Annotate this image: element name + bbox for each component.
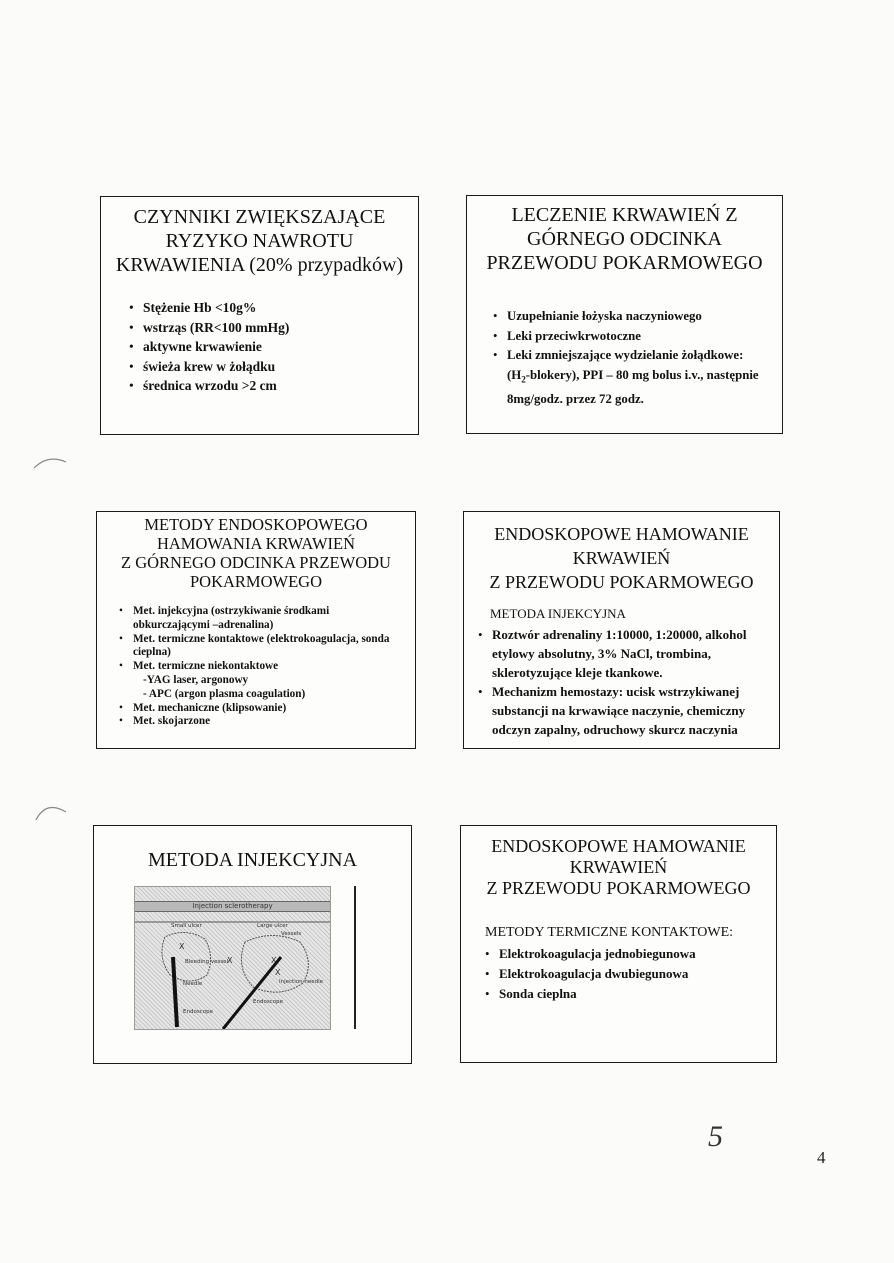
slide-injection-method — [463, 511, 780, 749]
slide-title — [464, 522, 779, 594]
list-item — [491, 346, 766, 409]
figure-label: Bleeding vessel — [185, 959, 229, 965]
list-item: • Stężenie Hb <10g% — [127, 298, 418, 318]
title-line: KRWAWIEŃ — [572, 548, 671, 568]
title-line: METODY ENDOSKOPOWEGO — [144, 515, 368, 534]
slide-risk-factors — [100, 196, 419, 435]
list-item: • wstrząs (RR<100 mmHg) — [127, 318, 418, 338]
margin-mark — [32, 798, 72, 826]
list-item: • Met. termiczne kontaktowe (elektrokoagulacja, sonda cieplna) — [117, 633, 401, 661]
text-run: -blokery), PPI – 80 mg bolus i.v., następnie 8mg/godz. przez 72 godz. — [507, 367, 759, 406]
figure-title: Injection sclerotherapy — [192, 902, 273, 910]
vertical-rule — [354, 886, 356, 1029]
figure-drawing — [135, 887, 330, 1029]
title-line: CZYNNIKI ZWIĘKSZAJĄCE — [133, 206, 386, 228]
title-line: ENDOSKOPOWE HAMOWANIE — [491, 836, 746, 856]
title-line: HAMOWANIA KRWAWIEŃ — [156, 534, 356, 553]
list-item: • Leki przeciwkrwotoczne — [491, 327, 766, 347]
bullet-list — [127, 298, 418, 396]
figure-label: Small ulcer — [171, 923, 202, 929]
figure-label: Large ulcer — [257, 923, 288, 929]
list-item: • aktywne krwawienie — [127, 337, 418, 357]
bullet-list — [483, 944, 762, 1004]
slide-title — [461, 836, 776, 899]
bullet-list — [476, 625, 765, 739]
title-line: RYZYKO NAWROTU — [165, 230, 354, 252]
figure-label: Endoscope — [253, 999, 283, 1005]
svg-text:X: X — [227, 956, 233, 965]
subscript: 2 — [521, 374, 526, 385]
sub-item: -YAG laser, argonowy — [143, 673, 249, 686]
list-item: • Elektrokoagulacja dwubiegunowa — [483, 964, 762, 984]
list-item: • Met. injekcyjna (ostrzykiwanie środkami obkurczającymi –adrenalina) — [117, 605, 401, 633]
title-line: PRZEWODU POKARMOWEGO — [486, 252, 763, 274]
title-line: Z PRZEWODU POKARMOWEGO — [486, 878, 751, 898]
text-run: Leki zmniejszające wydzielanie żołądkowe: (H — [507, 348, 744, 382]
figure-label: Injection needle — [279, 979, 323, 985]
slide-thermal-methods — [460, 825, 777, 1063]
figure-label: Needle — [183, 981, 203, 987]
slide-title — [467, 203, 782, 275]
list-item: • Roztwór adrenaliny 1:10000, 1:20000, alkohol etylowy absolutny, 3% NaCl, trombina, sklerotyzujące kleje tkankowe. — [476, 625, 765, 682]
slide-endoscopic-methods — [96, 511, 416, 749]
figure-label: Vessels — [281, 931, 302, 937]
list-item: • Sonda cieplna — [483, 984, 762, 1004]
svg-text:X: X — [275, 968, 281, 977]
slide-injection-figure — [93, 825, 412, 1064]
section-heading: METODA INJEKCYJNA — [490, 606, 626, 621]
slide-title — [101, 205, 418, 277]
handwritten-mark: 5 — [708, 1120, 723, 1153]
slide-treatment — [466, 195, 783, 434]
slide-title — [97, 515, 415, 591]
figure-label: Endoscope — [183, 1009, 213, 1015]
list-item: • średnica wrzodu >2 cm — [127, 376, 418, 396]
section-heading: METODY TERMICZNE KONTAKTOWE: — [485, 925, 734, 940]
sub-item: - APC (argon plasma coagulation) — [143, 687, 306, 700]
list-item: • Elektrokoagulacja jednobiegunowa — [483, 944, 762, 964]
title-line: ENDOSKOPOWE HAMOWANIE — [494, 524, 749, 544]
title-line: POKARMOWEGO — [190, 572, 322, 591]
title-line: METODA INJEKCYJNA — [147, 849, 358, 871]
list-item: • Met. skojarzone — [117, 715, 401, 729]
list-item: • Met. mechaniczne (klipsowanie) — [117, 702, 401, 716]
page-number: 4 — [817, 1148, 826, 1167]
title-line: KRWAWIEŃ — [569, 857, 668, 877]
bullet-list — [117, 702, 401, 730]
list-item: • Uzupełnianie łożyska naczyniowego — [491, 307, 766, 327]
title-line: LECZENIE KRWAWIEŃ Z — [511, 204, 738, 226]
list-item: • Mechanizm hemostazy: ucisk wstrzykiwanej substancji na krwawiące naczynie, chemiczny odczyn zapalny, odruchowy skurcz naczynia — [476, 682, 765, 739]
title-line: Z PRZEWODU POKARMOWEGO — [489, 572, 754, 592]
sclerotherapy-diagram — [134, 886, 331, 1030]
margin-mark — [30, 452, 70, 472]
title-line: Z GÓRNEGO ODCINKA PRZEWODU — [121, 553, 391, 572]
list-item: • Met. termiczne niekontaktowe — [117, 660, 401, 674]
bullet-list — [491, 307, 766, 409]
title-line: GÓRNEGO ODCINKA — [527, 228, 722, 250]
svg-text:X: X — [271, 956, 277, 965]
bullet-list — [117, 605, 401, 674]
list-item: • świeża krew w żołądku — [127, 357, 418, 377]
svg-text:X: X — [179, 942, 185, 951]
slide-title — [94, 848, 411, 872]
title-line: KRWAWIENIA (20% przypadków) — [115, 254, 404, 276]
